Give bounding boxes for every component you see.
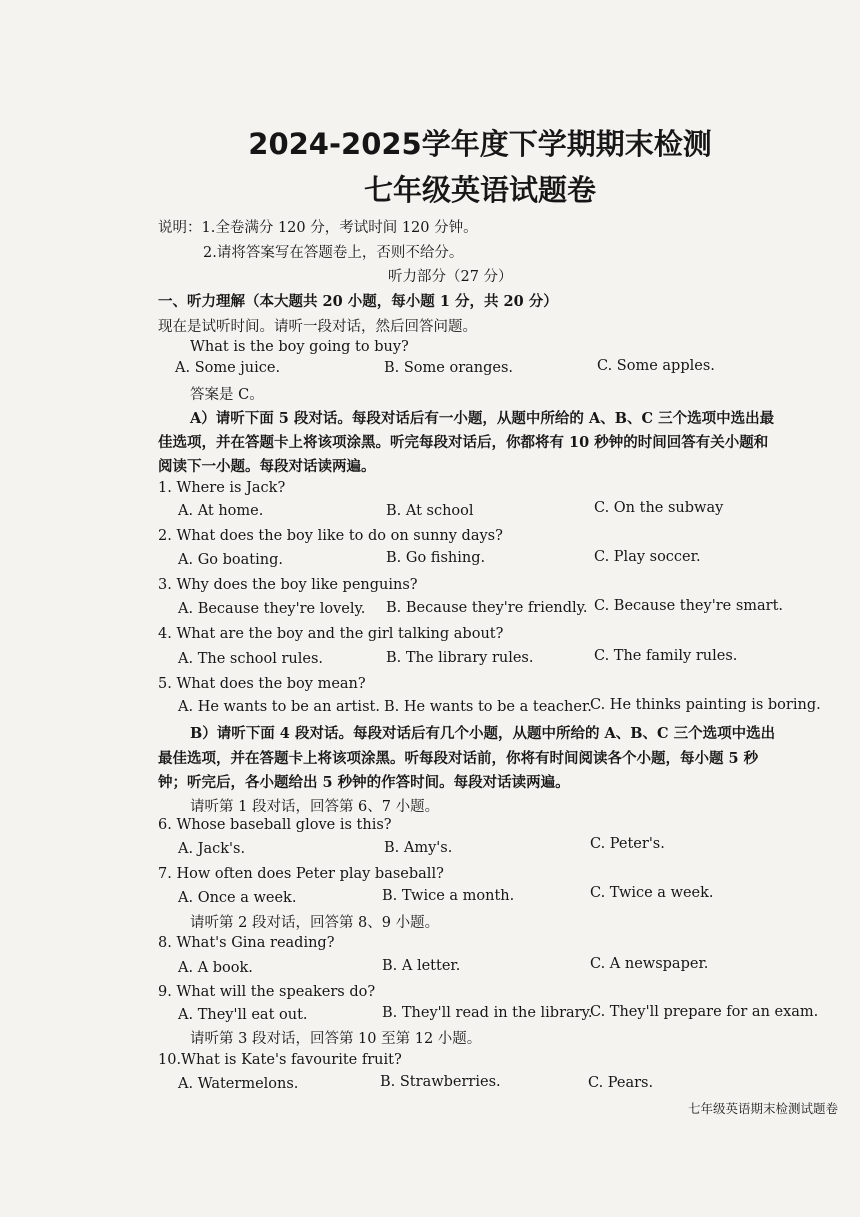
sample-option-b: B. Some oranges. bbox=[384, 360, 514, 376]
question-1: 1. Where is Jack? bbox=[158, 480, 286, 496]
q5-option-c: C. He thinks painting is boring. bbox=[590, 697, 821, 713]
sample-intro: 现在是试听时间。请听一段对话，然后回答问题。 bbox=[158, 319, 477, 335]
partB-instructions-3: 钟；听完后，各小题给出 5 秒钟的作答时间。每段对话读两遍。 bbox=[158, 774, 570, 791]
q5-option-b: B. He wants to be a teacher. bbox=[384, 699, 592, 715]
q3-option-c: C. Because they're smart. bbox=[594, 598, 784, 614]
q4-option-c: C. The family rules. bbox=[594, 648, 738, 664]
question-9: 9. What will the speakers do? bbox=[158, 984, 376, 1000]
dialog-prompt-3: 请听第 3 段对话，回答第 10 至第 12 小题。 bbox=[190, 1031, 482, 1047]
section1-title: 一、听力理解（本大题共 20 小题，每小题 1 分，共 20 分） bbox=[158, 293, 558, 310]
q10-option-c: C. Pears. bbox=[588, 1075, 654, 1091]
q9-option-c: C. They'll prepare for an exam. bbox=[590, 1004, 819, 1020]
question-5: 5. What does the boy mean? bbox=[158, 676, 366, 692]
note-2: 2.请将答案写在答题卷上，否则不给分。 bbox=[203, 245, 464, 261]
exam-subtitle: 七年级英语试题卷 bbox=[363, 173, 596, 207]
q2-option-c: C. Play soccer. bbox=[594, 549, 701, 565]
q2-option-a: A. Go boating. bbox=[178, 552, 283, 568]
q7-option-a: A. Once a week. bbox=[178, 890, 297, 906]
q3-option-a: A. Because they're lovely. bbox=[178, 601, 366, 617]
question-6: 6. Whose baseball glove is this? bbox=[158, 817, 392, 833]
q10-option-b: B. Strawberries. bbox=[380, 1074, 501, 1090]
dialog-prompt-2: 请听第 2 段对话，回答第 8、9 小题。 bbox=[190, 915, 440, 931]
q1-option-b: B. At school bbox=[386, 503, 474, 519]
listening-header: 听力部分（27 分） bbox=[388, 269, 513, 285]
q10-option-a: A. Watermelons. bbox=[178, 1076, 299, 1092]
q4-option-a: A. The school rules. bbox=[178, 651, 324, 667]
q8-option-c: C. A newspaper. bbox=[590, 956, 709, 972]
q9-option-b: B. They'll read in the library. bbox=[382, 1005, 593, 1021]
sample-option-a: A. Some juice. bbox=[175, 360, 281, 376]
exam-title: 2024-2025学年度下学期期末检测 bbox=[248, 127, 712, 161]
q9-option-a: A. They'll eat out. bbox=[178, 1007, 308, 1023]
q8-option-b: B. A letter. bbox=[382, 958, 461, 974]
question-3: 3. Why does the boy like penguins? bbox=[158, 577, 418, 593]
question-8: 8. What's Gina reading? bbox=[158, 935, 335, 951]
q2-option-b: B. Go fishing. bbox=[386, 550, 486, 566]
q7-option-b: B. Twice a month. bbox=[382, 888, 515, 904]
partB-instructions-2: 最佳选项，并在答题卡上将该项涂黑。听每段对话前，你将有时间阅读各个小题，每小题 5 秒 bbox=[158, 750, 759, 767]
partB-instructions-1: B）请听下面 4 段对话。每段对话后有几个小题，从题中所给的 A、B、C 三个选项中选出 bbox=[190, 725, 776, 742]
question-7: 7. How often does Peter play baseball? bbox=[158, 866, 444, 882]
q6-option-a: A. Jack's. bbox=[178, 841, 246, 857]
question-10: 10.What is Kate's favourite fruit? bbox=[158, 1052, 402, 1068]
q6-option-c: C. Peter's. bbox=[590, 836, 665, 852]
q3-option-b: B. Because they're friendly. bbox=[386, 600, 588, 616]
question-4: 4. What are the boy and the girl talking about? bbox=[158, 626, 504, 642]
sample-answer: 答案是 C。 bbox=[190, 387, 264, 403]
q1-option-c: C. On the subway bbox=[594, 500, 724, 516]
partA-instructions-1: A）请听下面 5 段对话。每段对话后有一小题，从题中所给的 A、B、C 三个选项中选出最 bbox=[190, 410, 775, 427]
question-2: 2. What does the boy like to do on sunny days? bbox=[158, 528, 503, 544]
note-1: 说明：1.全卷满分 120 分，考试时间 120 分钟。 bbox=[158, 220, 478, 236]
page-footer: 七年级英语期末检测试题卷 bbox=[688, 1101, 839, 1116]
q4-option-b: B. The library rules. bbox=[386, 650, 534, 666]
q7-option-c: C. Twice a week. bbox=[590, 885, 714, 901]
sample-question: What is the boy going to buy? bbox=[190, 339, 409, 355]
dialog-prompt-1: 请听第 1 段对话，回答第 6、7 小题。 bbox=[190, 799, 440, 815]
q5-option-a: A. He wants to be an artist. bbox=[178, 699, 380, 715]
q6-option-b: B. Amy's. bbox=[384, 840, 453, 856]
partA-instructions-3: 阅读下一小题。每段对话读两遍。 bbox=[158, 458, 376, 475]
partA-instructions-2: 佳选项，并在答题卡上将该项涂黑。听完每段对话后，你都将有 10 秒钟的时间回答有关小题和 bbox=[158, 434, 769, 451]
sample-option-c: C. Some apples. bbox=[597, 358, 715, 374]
q1-option-a: A. At home. bbox=[178, 503, 264, 519]
q8-option-a: A. A book. bbox=[178, 960, 253, 976]
